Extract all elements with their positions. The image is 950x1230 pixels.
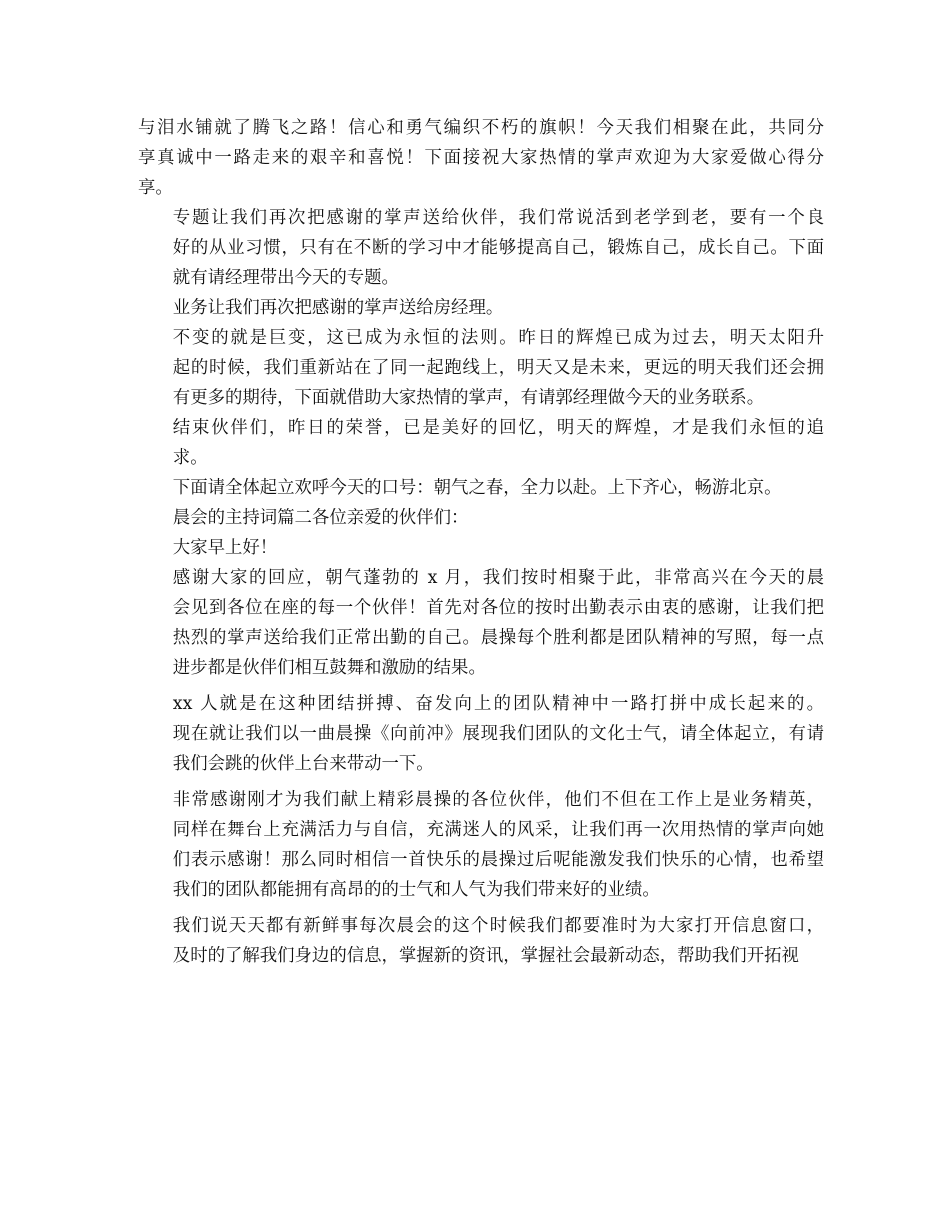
paragraph bbox=[138, 533, 824, 563]
text-line: 热烈的掌声送给我们正常出勤的自己。晨操每个胜利都是团队精神的写照，每一点 bbox=[172, 628, 824, 648]
text-line: 不变的就是巨变，这已成为永恒的法则。昨日的辉煌已成为过去，明天太阳升 bbox=[172, 328, 824, 348]
paragraph bbox=[138, 323, 824, 413]
paragraph bbox=[138, 293, 824, 323]
text-line: 感谢大家的回应，朝气蓬勃的 x 月，我们按时相聚于此，非常高兴在今天的晨 bbox=[172, 568, 824, 588]
text-line: 晨会的主持词篇二各位亲爱的伙伴们： bbox=[172, 508, 469, 528]
text-line: 们表示感谢！那么同时相信一首快乐的晨操过后呢能激发我们快乐的心情，也希望 bbox=[172, 850, 824, 870]
paragraph bbox=[138, 911, 824, 971]
text-line: 求。 bbox=[172, 448, 208, 468]
text-line: 我们说天天都有新鲜事每次晨会的这个时候我们都要准时为大家打开信息窗口， bbox=[172, 916, 824, 936]
paragraph bbox=[138, 473, 824, 503]
text-line: 同样在舞台上充满活力与自信，充满迷人的风采，让我们再一次用热情的掌声向她 bbox=[172, 820, 824, 840]
text-line: 有更多的期待，下面就借助大家热情的掌声，有请郭经理做今天的业务联系。 bbox=[172, 388, 765, 408]
paragraph bbox=[138, 689, 824, 779]
text-line: 非常感谢刚才为我们献上精彩晨操的各位伙伴，他们不但在工作上是业务精英， bbox=[172, 790, 824, 810]
text-line: 进步都是伙伴们相互鼓舞和激励的结果。 bbox=[172, 658, 486, 678]
text-line: 结束伙伴们，昨日的荣誉，已是美好的回忆，明天的辉煌，才是我们永恒的追 bbox=[172, 418, 824, 438]
text-line: 业务让我们再次把感谢的掌声送给房经理。 bbox=[172, 298, 504, 318]
text-line: 起的时候，我们重新站在了同一起跑线上，明天又是未来，更远的明天我们还会拥 bbox=[172, 358, 824, 378]
text-line: 我们的团队都能拥有高昂的的士气和人气为我们带来好的业绩。 bbox=[172, 880, 660, 900]
document-body bbox=[138, 113, 824, 971]
text-line: 会见到各位在座的每一个伙伴！首先对各位的按时出勤表示由衷的感谢，让我们把 bbox=[172, 598, 824, 618]
paragraph bbox=[138, 785, 824, 905]
text-line: xx 人就是在这种团结拼搏、奋发向上的团队精神中一路打拼中成长起来的。 bbox=[172, 694, 824, 714]
text-line: 大家早上好！ bbox=[172, 538, 278, 558]
text-line: 下面请全体起立欢呼今天的口号：朝气之春，全力以赴。上下齐心，畅游北京。 bbox=[172, 478, 782, 498]
paragraph bbox=[138, 203, 824, 293]
text-line: 享。 bbox=[138, 178, 173, 198]
text-line: 好的从业习惯，只有在不断的学习中才能够提高自己，锻炼自己，成长自己。下面 bbox=[172, 238, 824, 258]
paragraph bbox=[138, 413, 824, 473]
paragraph bbox=[138, 503, 824, 533]
text-line: 我们会跳的伙伴上台来带动一下。 bbox=[172, 754, 434, 774]
text-line: 与泪水铺就了腾飞之路！信心和勇气编织不朽的旗帜！今天我们相聚在此，共同分 bbox=[138, 118, 824, 138]
text-line: 现在就让我们以一曲晨操《向前冲》展现我们团队的文化士气，请全体起立，有请 bbox=[172, 724, 824, 744]
paragraph bbox=[138, 113, 824, 203]
text-line: 就有请经理带出今天的专题。 bbox=[172, 268, 399, 288]
text-line: 及时的了解我们身边的信息，掌握新的资讯，掌握社会最新动态，帮助我们开拓视 bbox=[172, 946, 799, 966]
text-line: 享真诚中一路走来的艰辛和喜悦！下面接祝大家热情的掌声欢迎为大家爱做心得分 bbox=[138, 148, 824, 168]
text-line: 专题让我们再次把感谢的掌声送给伙伴，我们常说活到老学到老，要有一个良 bbox=[172, 208, 824, 228]
paragraph bbox=[138, 563, 824, 683]
